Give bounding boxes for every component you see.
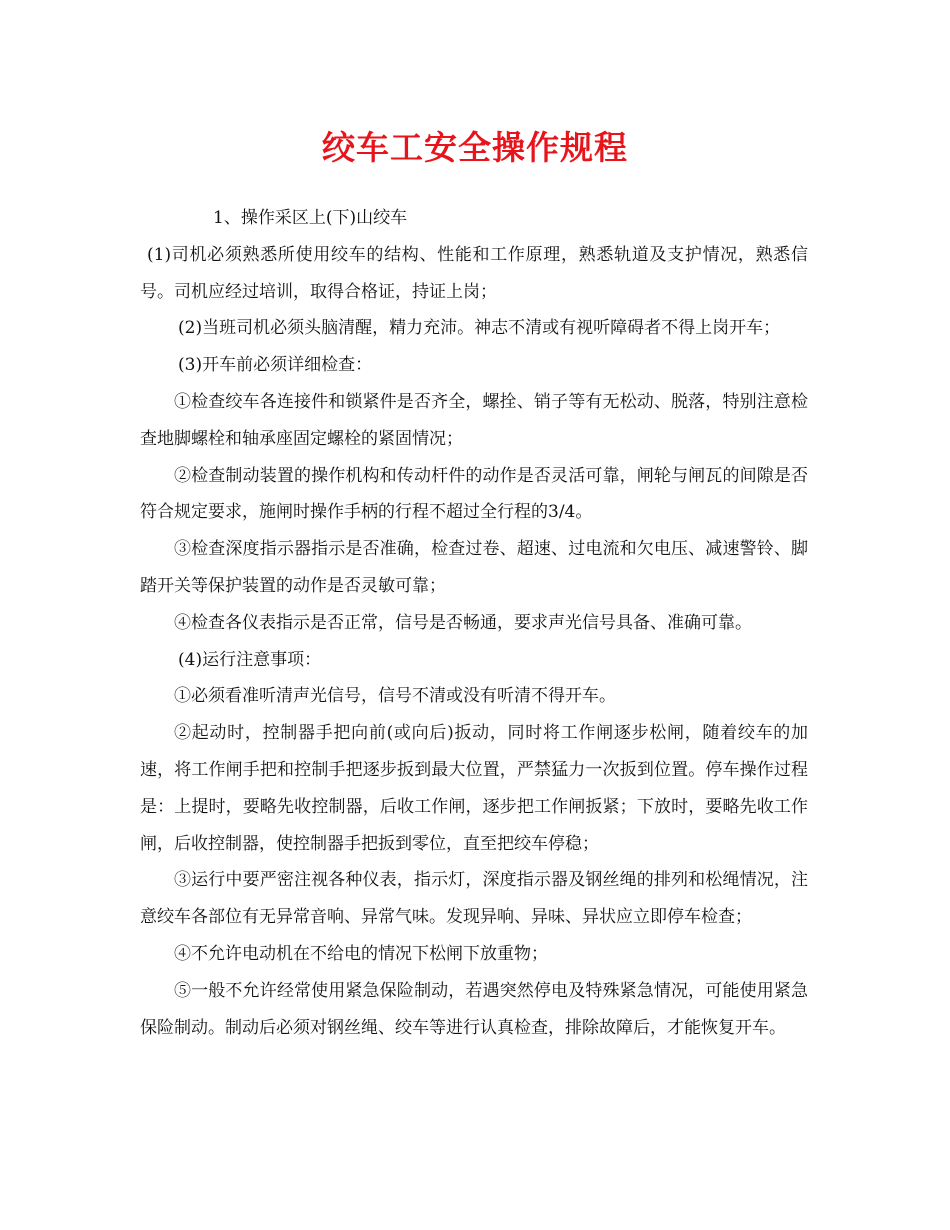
document-body <box>140 200 808 1046</box>
section-heading: 1、操作采区上(下)山绞车 <box>213 208 408 228</box>
paragraph: ②起动时，控制器手把向前(或向后)扳动，同时将工作闸逐步松闸，随着绞车的加速，将工作闸手把和控制手把逐步扳到最大位置，严禁猛力一次扳到位置。停车操作过程是：上提时，要略先收控制器，后收工作闸，逐步把工作闸扳紧；下放时，要略先收工作闸，后收控制器，使控制器手把扳到零位，直至把绞车停稳； <box>140 723 808 854</box>
paragraph: ①必须看准听清声光信号，信号不清或没有听清不得开车。 <box>174 686 616 707</box>
paragraph: (3)开车前必须详细检查： <box>178 355 373 376</box>
paragraph: ②检查制动装置的操作机构和传动杆件的动作是否灵活可靠，闸轮与闸瓦的间隙是否符合规定要求，施闸时操作手柄的行程不超过全行程的3/4。 <box>140 465 808 523</box>
document-title: 绞车工安全操作规程 <box>322 128 628 167</box>
paragraph: ④不允许电动机在不给电的情况下松闸下放重物； <box>174 943 548 964</box>
paragraph: (2)当班司机必须头脑清醒，精力充沛。神志不清或有视听障碍者不得上岗开车； <box>178 318 781 339</box>
paragraph: (4)运行注意事项： <box>178 649 322 670</box>
paragraph: ⑤一般不允许经常使用紧急保险制动，若遇突然停电及特殊紧急情况，可能使用紧急保险制动。制动后必须对钢丝绳、绞车等进行认真检查，排除故障后，才能恢复开车。 <box>140 980 808 1038</box>
paragraph: ③运行中要严密注视各种仪表，指示灯，深度指示器及钢丝绳的排列和松绳情况，注意绞车各部位有无异常音响、异常气味。发现异响、异味、异状应立即停车检查； <box>140 870 808 928</box>
paragraph: (1)司机必须熟悉所使用绞车的结构、性能和工作原理，熟悉轨道及支护情况，熟悉信号。司机应经过培训，取得合格证，持证上岗； <box>140 244 808 302</box>
paragraph: ①检查绞车各连接件和锁紧件是否齐全，螺拴、销子等有无松动、脱落，特别注意检查地脚螺栓和轴承座固定螺栓的紧固情况； <box>140 391 808 449</box>
paragraph: ④检查各仪表指示是否正常，信号是否畅通，要求声光信号具备、准确可靠。 <box>174 612 752 633</box>
paragraph: ③检查深度指示器指示是否准确，检查过卷、超速、过电流和欠电压、减速警铃、脚踏开关等保护装置的动作是否灵敏可靠； <box>140 539 808 596</box>
